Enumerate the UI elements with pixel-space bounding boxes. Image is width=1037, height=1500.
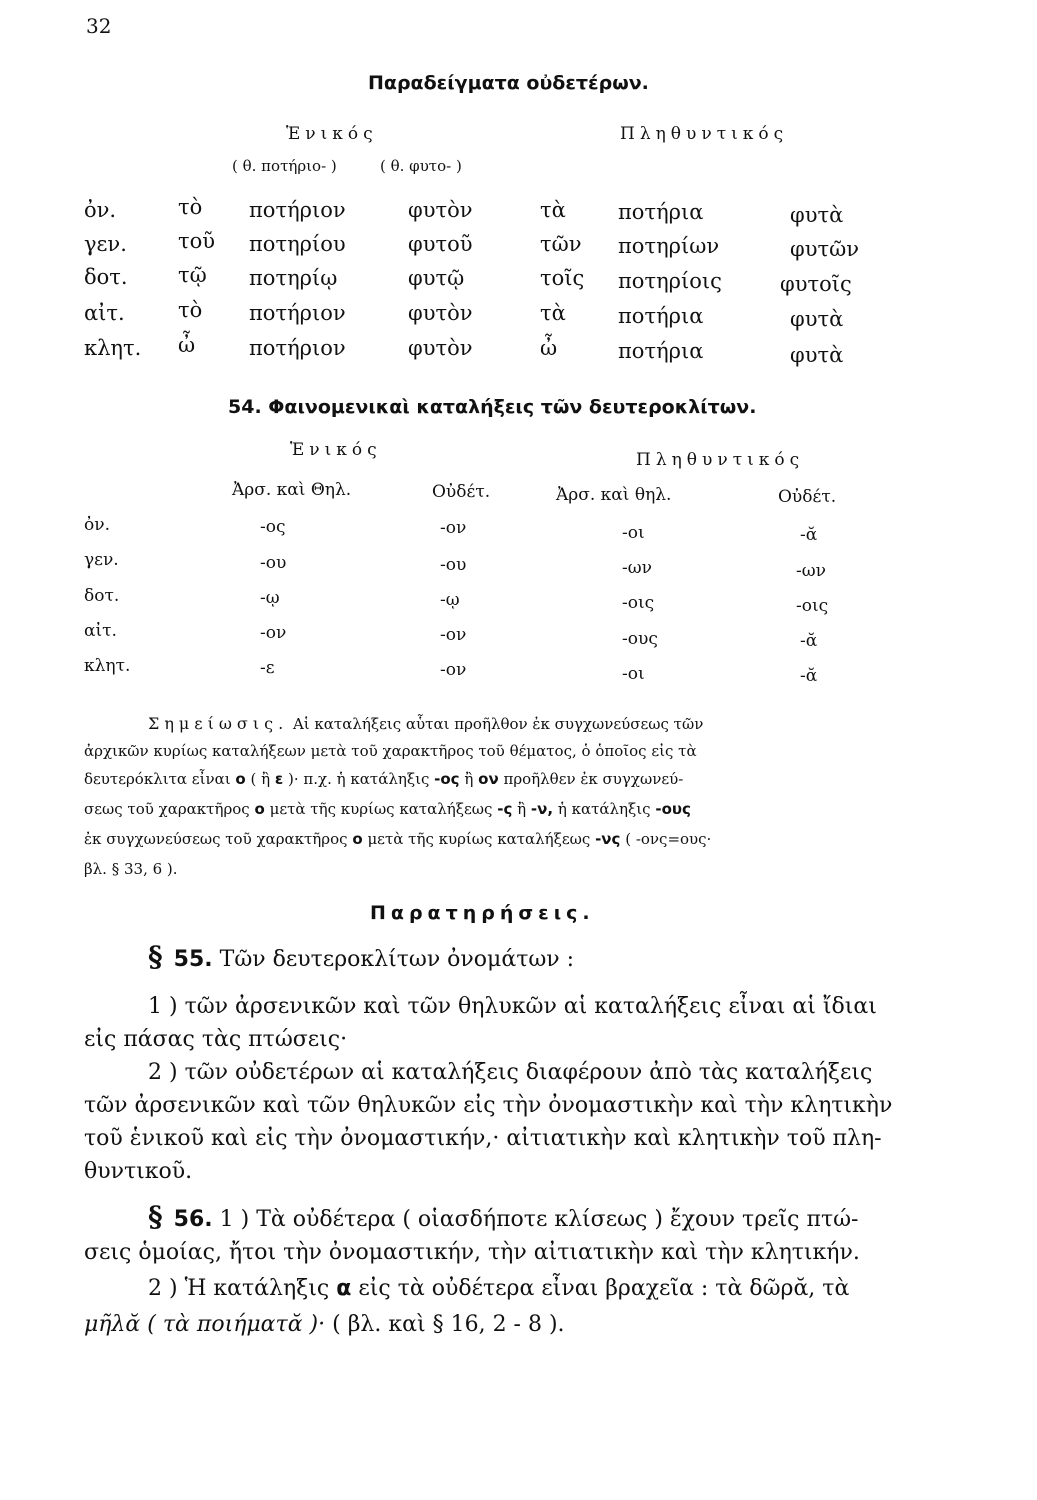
poterion-plural: ποτήρια: [618, 339, 704, 363]
note-term: ο: [235, 770, 246, 788]
note-text: ἢ: [517, 800, 527, 818]
section-56-line-3: [148, 1276, 849, 1301]
note-line-3: [84, 770, 683, 788]
ending-mf-plural: -οι: [622, 664, 645, 684]
note-term: -ους: [655, 800, 691, 818]
note-text: ( -ονς=ους·: [625, 830, 712, 848]
section-text: εἰς τὰ οὐδέτερα εἶναι βραχεῖα : τὰ δῶρᾰ, τὰ: [358, 1276, 850, 1301]
col-neuter-plural: Οὐδέτ.: [778, 487, 837, 507]
note-text: δευτερόκλιτα εἶναι: [84, 770, 231, 788]
fyton-singular: φυτοῦ: [408, 232, 473, 256]
note-text: )· π.χ. ἡ κατάληξις: [288, 770, 430, 788]
fyton-singular: φυτὸν: [408, 336, 473, 360]
section-56-line-2: σεις ὁμοίας, ἤτοι τὴν ὀνομαστικήν, τὴν αἰτιατικὴν καὶ τὴν κλητικήν.: [84, 1240, 860, 1265]
poterion-plural: ποτηρίων: [618, 234, 720, 258]
poterion-singular: ποτηρίου: [249, 232, 346, 256]
ending-mf-plural: -οις: [622, 593, 655, 613]
article-singular: τὸ: [178, 195, 203, 219]
poterion-singular: ποτήριον: [249, 301, 346, 325]
ending-neuter-plural: -ᾰ: [800, 666, 818, 686]
note-term: -ς: [497, 800, 513, 818]
note-term: -ν,: [530, 800, 554, 818]
section-text: 1 ) Τὰ οὐδέτερα ( οἱασδήποτε κλίσεως ) ἔχουν τρεῖς πτώ-: [219, 1207, 859, 1232]
note-text: μετὰ τῆς κυρίως καταλήξεως: [269, 800, 493, 818]
ending-neuter-singular: -ον: [440, 518, 467, 538]
section-text: 2 ) Ἡ κατάληξις: [148, 1276, 330, 1301]
case-label: κλητ.: [84, 336, 142, 360]
note-text: προῆλθεν ἐκ συγχωνεύ-: [503, 770, 684, 788]
article-singular: τὸ: [178, 298, 203, 322]
note-text: μετὰ τῆς κυρίως καταλήξεως: [367, 830, 591, 848]
section-56-line-4: [84, 1312, 565, 1337]
note-term: -ος: [434, 770, 460, 788]
ending-mf-singular: -ου: [260, 553, 287, 573]
ending-neuter-singular: -ον: [440, 625, 467, 645]
case-label: ὀν.: [84, 198, 117, 222]
ending-mf-singular: -ον: [260, 623, 287, 643]
section-55-heading: [148, 940, 574, 973]
plural-header: Πληθυντικός: [620, 124, 789, 144]
fyton-singular: φυτῷ: [408, 266, 465, 290]
note-text: Αἱ καταλήξεις αὗται προῆλθον ἐκ συγχωνεύσεως τῶν: [292, 715, 704, 733]
section-term: α: [336, 1276, 352, 1301]
ending-mf-singular: -ῳ: [260, 588, 280, 608]
case-label: γεν.: [84, 232, 127, 256]
ending-neuter-plural: -ᾰ: [800, 631, 818, 651]
poterion-plural: ποτήρια: [618, 200, 704, 224]
case-label: δοτ.: [84, 265, 128, 289]
ending-neuter-plural: -ᾰ: [800, 525, 818, 545]
fyton-plural: φυτὰ: [790, 203, 844, 227]
note-term: ο: [352, 830, 363, 848]
endings-singular-header: Ἑνικός: [290, 440, 382, 460]
col-masc-fem-singular: Ἀρσ. καὶ Θηλ.: [232, 480, 352, 500]
ending-mf-singular: -ος: [260, 517, 286, 537]
fyton-singular: φυτὸν: [408, 301, 473, 325]
note-text: ἢ: [464, 770, 474, 788]
ending-neuter-singular: -ῳ: [440, 590, 460, 610]
ending-mf-singular: -ε: [260, 658, 275, 678]
obs-55-point-2c: τοῦ ἑνικοῦ καὶ εἰς τὴν ὀνομαστικήν,· αἰτιατικὴν καὶ κλητικὴν τοῦ πλη-: [84, 1126, 882, 1151]
note-line-4: [84, 800, 691, 818]
poterion-plural: ποτηρίοις: [618, 269, 722, 293]
ending-neuter-plural: -ων: [796, 561, 826, 581]
note-term: ο: [254, 800, 265, 818]
article-singular: τοῦ: [178, 229, 216, 253]
obs-55-point-2a: 2 ) τῶν οὐδετέρων αἱ καταλήξεις διαφέρουν ἀπὸ τὰς καταλήξεις: [148, 1060, 873, 1085]
section-56-line-1: [148, 1200, 859, 1233]
col-neuter-singular: Οὐδέτ.: [432, 482, 491, 502]
note-line-6: βλ. § 33, 6 ).: [84, 860, 178, 878]
neuter-examples-title: Παραδείγματα οὐδετέρων.: [368, 72, 649, 94]
fyton-singular: φυτὸν: [408, 198, 473, 222]
endings-plural-header: Πληθυντικός: [636, 450, 805, 470]
case-label: κλητ.: [84, 656, 131, 676]
article-singular: τῷ: [178, 263, 207, 287]
case-label: δοτ.: [84, 586, 120, 606]
poterion-singular: ποτηρίῳ: [249, 266, 338, 290]
observations-title: Παρατηρήσεις.: [370, 902, 595, 924]
fyton-plural: φυτὰ: [790, 343, 844, 367]
article-plural: ὦ: [540, 336, 558, 360]
article-singular: ὦ: [178, 333, 196, 357]
fyton-plural: φυτῶν: [790, 237, 859, 261]
section-example: μῆλᾰ ( τὰ ποιήματᾰ )·: [84, 1312, 326, 1337]
note-line-2: ἀρχικῶν κυρίως καταλήξεων μετὰ τοῦ χαρακτῆρος τοῦ θέματος, ὁ ὁποῖος εἰς τὰ: [84, 742, 697, 760]
obs-55-point-2d: θυντικοῦ.: [84, 1159, 193, 1184]
fyton-plural: φυτοῖς: [780, 272, 852, 296]
note-text: ἡ κατάληξις: [557, 800, 651, 818]
ending-neuter-plural: -οις: [796, 596, 829, 616]
section-reference: ( βλ. καὶ § 16, 2 - 8 ).: [332, 1312, 565, 1337]
note-text: ( ἢ: [250, 770, 271, 788]
ending-mf-plural: -ων: [622, 558, 652, 578]
obs-55-point-1a: 1 ) τῶν ἀρσενικῶν καὶ τῶν θηλυκῶν αἱ καταλήξεις εἶναι αἱ ἴδιαι: [148, 994, 877, 1019]
singular-header: Ἑνικός: [286, 124, 378, 144]
note-term: -νς: [595, 830, 621, 848]
section-sign: §: [148, 1200, 163, 1233]
ending-neuter-singular: -ον: [440, 660, 467, 680]
poterion-plural: ποτήρια: [618, 304, 704, 328]
ending-mf-plural: -οι: [622, 523, 645, 543]
ending-neuter-singular: -ου: [440, 555, 467, 575]
case-label: αἰτ.: [84, 301, 125, 325]
note-label: Σημείωσις.: [148, 714, 289, 733]
ending-mf-plural: -ους: [622, 629, 658, 649]
article-plural: τὰ: [540, 301, 566, 325]
note-text: σεως τοῦ χαρακτῆρος: [84, 800, 250, 818]
section-number: 55.: [173, 947, 213, 972]
section-54-title: 54. Φαινομενικαὶ καταλήξεις τῶν δευτεροκλίτων.: [228, 396, 757, 418]
case-label: ὀν.: [84, 515, 110, 535]
note-line-5: [84, 830, 711, 848]
poterion-singular: ποτήριον: [249, 336, 346, 360]
case-label: αἰτ.: [84, 621, 117, 641]
fyton-plural: φυτὰ: [790, 307, 844, 331]
article-plural: τοῖς: [540, 266, 585, 290]
case-label: γεν.: [84, 550, 119, 570]
note-text: ἐκ συγχωνεύσεως τοῦ χαρακτῆρος: [84, 830, 348, 848]
section-sign: §: [148, 940, 163, 973]
article-plural: τῶν: [540, 232, 582, 256]
note-line-1: [148, 714, 703, 733]
obs-55-point-1b: εἰς πάσας τὰς πτώσεις·: [84, 1027, 348, 1052]
section-number: 56.: [173, 1207, 213, 1232]
section-title: Τῶν δευτεροκλίτων ὀνομάτων :: [219, 947, 575, 972]
stem-poterio: ( θ. ποτήριο- ): [232, 157, 337, 175]
note-term: ε: [274, 770, 284, 788]
stem-fyto: ( θ. φυτο- ): [380, 157, 462, 175]
poterion-singular: ποτήριον: [249, 198, 346, 222]
note-term: ον: [478, 770, 499, 788]
obs-55-point-2b: τῶν ἀρσενικῶν καὶ τῶν θηλυκῶν εἰς τὴν ὀνομαστικὴν καὶ τὴν κλητικὴν: [84, 1093, 893, 1118]
page-number: 32: [86, 14, 112, 38]
col-masc-fem-plural: Ἀρσ. καὶ θηλ.: [556, 485, 672, 505]
article-plural: τὰ: [540, 198, 566, 222]
